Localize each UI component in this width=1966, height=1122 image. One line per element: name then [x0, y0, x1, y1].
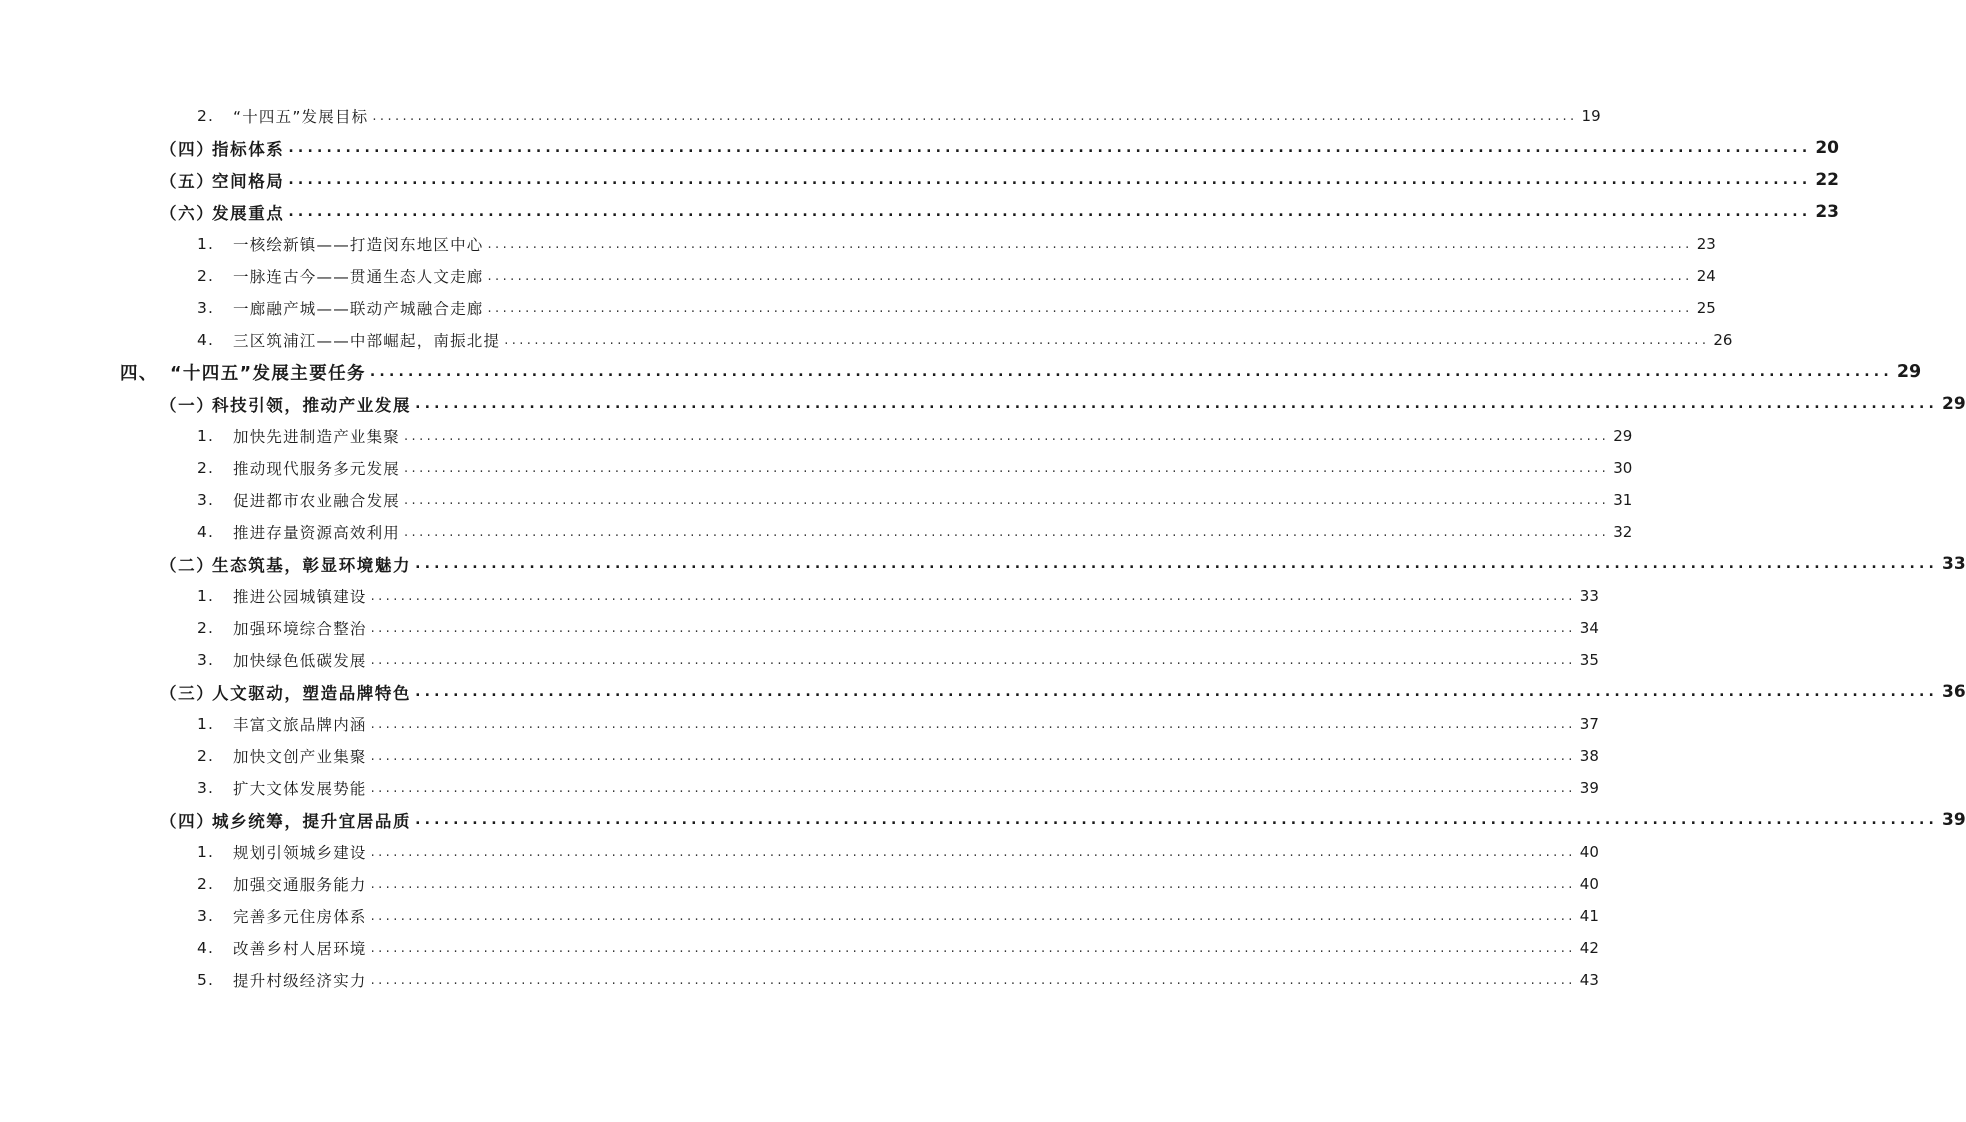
toc-entry-page-number: 40 [1579, 875, 1599, 893]
toc-entry-number: 3. [197, 779, 215, 797]
toc-entry-page-number: 26 [1713, 331, 1733, 349]
toc-entry-number: 2. [197, 107, 215, 125]
toc-entry-number: （二） [160, 556, 215, 575]
toc-dot-leader: ................................................................................................................................................................ [288, 172, 1812, 188]
toc-entry-page-number: 29 [1896, 362, 1922, 382]
toc-entry[interactable] [197, 420, 1633, 452]
toc-dot-leader: ................................................................................................................................................................ [370, 780, 1576, 796]
toc-dot-leader: ................................................................................................................................................................ [370, 620, 1576, 636]
toc-dot-leader: ................................................................................................................................................................ [370, 876, 1576, 892]
toc-entry-title: 一廊融产城——联动产城融合走廊 [233, 300, 484, 318]
toc-entry-page-number: 29 [1942, 394, 1966, 414]
toc-entry-page-number: 33 [1579, 587, 1599, 605]
toc-entry-page-number: 25 [1696, 299, 1716, 317]
toc-entry-title: 科技引领，推动产业发展 [212, 396, 412, 415]
toc-dot-leader: ................................................................................................................................................................ [370, 844, 1576, 860]
toc-entry-page-number: 36 [1942, 682, 1966, 702]
toc-dot-leader: ................................................................................................................................................................ [487, 268, 1693, 284]
toc-entry-page-number: 32 [1613, 523, 1633, 541]
toc-entry[interactable] [197, 708, 1599, 740]
toc-entry[interactable] [197, 964, 1599, 996]
toc-dot-leader: ................................................................................................................................................................ [504, 332, 1710, 348]
toc-entry-page-number: 42 [1579, 939, 1599, 957]
toc-dot-leader: ................................................................................................................................................................ [404, 428, 1610, 444]
toc-dot-leader: ................................................................................................................................................................ [415, 396, 1939, 412]
toc-dot-leader: ................................................................................................................................................................ [370, 908, 1576, 924]
toc-entry-page-number: 23 [1696, 235, 1716, 253]
toc-entry-number: 3. [197, 651, 215, 669]
toc-entry-number: 3. [197, 491, 215, 509]
toc-entry[interactable] [120, 356, 1922, 388]
toc-entry-title: 改善乡村人居环境 [233, 940, 367, 958]
toc-entry[interactable] [197, 516, 1633, 548]
toc-entry-page-number: 35 [1579, 651, 1599, 669]
toc-dot-leader: ................................................................................................................................................................ [288, 204, 1812, 220]
toc-entry-number: （六） [160, 204, 215, 223]
toc-entry-page-number: 24 [1696, 267, 1716, 285]
toc-entry-title: 加强环境综合整治 [233, 620, 367, 638]
toc-entry-title: 推动现代服务多元发展 [233, 460, 401, 478]
toc-entry[interactable] [160, 196, 1840, 228]
toc-dot-leader: ................................................................................................................................................................ [370, 652, 1576, 668]
toc-entry-number: 2. [197, 619, 215, 637]
toc-entry[interactable] [197, 484, 1633, 516]
toc-entry[interactable] [197, 836, 1599, 868]
toc-entry-page-number: 43 [1579, 971, 1599, 989]
toc-entry-number: 4. [197, 939, 215, 957]
toc-entry-title: 城乡统筹，提升宜居品质 [212, 812, 412, 831]
toc-entry-title: 规划引领城乡建设 [233, 844, 367, 862]
toc-entry-number: 5. [197, 971, 215, 989]
toc-entry-title: 指标体系 [212, 140, 285, 159]
toc-dot-leader: ................................................................................................................................................................ [370, 588, 1576, 604]
toc-entry-number: （五） [160, 172, 215, 191]
toc-entry-page-number: 39 [1579, 779, 1599, 797]
toc-dot-leader: ................................................................................................................................................................ [415, 812, 1939, 828]
toc-entry[interactable] [197, 772, 1599, 804]
toc-entry-page-number: 40 [1579, 843, 1599, 861]
toc-entry-page-number: 31 [1613, 491, 1633, 509]
toc-entry-page-number: 38 [1579, 747, 1599, 765]
toc-entry-number: 1. [197, 715, 215, 733]
toc-entry-page-number: 37 [1579, 715, 1599, 733]
toc-entry[interactable] [160, 388, 1966, 420]
toc-dot-leader: ................................................................................................................................................................ [487, 300, 1693, 316]
toc-entry[interactable] [160, 548, 1966, 580]
toc-dot-leader: ................................................................................................................................................................ [370, 748, 1576, 764]
toc-entry[interactable] [160, 676, 1966, 708]
toc-dot-leader: ................................................................................................................................................................ [369, 364, 1893, 380]
toc-entry[interactable] [160, 132, 1840, 164]
toc-entry-title: 提升村级经济实力 [233, 972, 367, 990]
toc-entry[interactable] [160, 164, 1840, 196]
toc-entry-page-number: 19 [1581, 107, 1601, 125]
toc-entry[interactable] [197, 612, 1599, 644]
toc-dot-leader: ................................................................................................................................................................ [415, 684, 1939, 700]
toc-entry-number: （四） [160, 812, 215, 831]
toc-entry-title: 一核绘新镇——打造闵东地区中心 [233, 236, 484, 254]
toc-entry-title: 加快先进制造产业集聚 [233, 428, 401, 446]
toc-entry[interactable] [197, 324, 1733, 356]
toc-entry-page-number: 30 [1613, 459, 1633, 477]
toc-entry-title: 生态筑基，彰显环境魅力 [212, 556, 412, 575]
toc-entry[interactable] [197, 260, 1716, 292]
toc-entry-number: 2. [197, 747, 215, 765]
toc-dot-leader: ................................................................................................................................................................ [404, 524, 1610, 540]
toc-entry-number: 3. [197, 907, 215, 925]
toc-entry-title: 发展重点 [212, 204, 285, 223]
toc-entry-number: 1. [197, 427, 215, 445]
toc-entry-page-number: 20 [1815, 138, 1840, 158]
toc-entry[interactable] [197, 868, 1599, 900]
toc-entry-title: 完善多元住房体系 [233, 908, 367, 926]
toc-entry-number: 1. [197, 235, 215, 253]
toc-entry-title: 促进都市农业融合发展 [233, 492, 401, 510]
toc-entry-title: 人文驱动，塑造品牌特色 [212, 684, 412, 703]
toc-entry-title: “十四五”发展目标 [233, 108, 369, 126]
toc-entry-number: 1. [197, 587, 215, 605]
toc-entry-number: （四） [160, 140, 215, 159]
toc-entry-number: （三） [160, 684, 215, 703]
toc-entry-title: “十四五”发展主要任务 [170, 363, 366, 384]
toc-dot-leader: ................................................................................................................................................................ [370, 972, 1576, 988]
toc-entry-title: 丰富文旅品牌内涵 [233, 716, 367, 734]
toc-entry[interactable] [197, 228, 1716, 260]
toc-dot-leader: ................................................................................................................................................................ [404, 460, 1610, 476]
toc-dot-leader: ................................................................................................................................................................ [370, 940, 1576, 956]
toc-entry-number: 3. [197, 299, 215, 317]
toc-entry-page-number: 41 [1579, 907, 1599, 925]
toc-entry-number: 4. [197, 523, 215, 541]
toc-entry-title: 三区筑浦江——中部崛起，南振北提 [233, 332, 501, 350]
toc-entry-title: 扩大文体发展势能 [233, 780, 367, 798]
toc-entry-title: 一脉连古今——贯通生态人文走廊 [233, 268, 484, 286]
toc-entry-number: 四、 [120, 363, 158, 384]
toc-entry[interactable] [197, 900, 1599, 932]
toc-dot-leader: ................................................................................................................................................................ [372, 108, 1578, 124]
toc-entry[interactable] [197, 932, 1599, 964]
toc-entry-page-number: 34 [1579, 619, 1599, 637]
toc-dot-leader: ................................................................................................................................................................ [487, 236, 1693, 252]
toc-entry-number: 4. [197, 331, 215, 349]
toc-entry[interactable] [160, 804, 1966, 836]
toc-entry-number: 2. [197, 875, 215, 893]
toc-entry-number: 2. [197, 267, 215, 285]
toc-entry[interactable] [197, 292, 1716, 324]
toc-entry[interactable] [197, 644, 1599, 676]
toc-entry-title: 空间格局 [212, 172, 285, 191]
toc-dot-leader: ................................................................................................................................................................ [404, 492, 1610, 508]
toc-dot-leader: ................................................................................................................................................................ [415, 556, 1939, 572]
toc-entry-page-number: 39 [1942, 810, 1966, 830]
toc-entry-page-number: 22 [1815, 170, 1840, 190]
toc-entry-title: 加快绿色低碳发展 [233, 652, 367, 670]
toc-entry[interactable] [197, 580, 1599, 612]
toc-entry-title: 推进公园城镇建设 [233, 588, 367, 606]
toc-entry[interactable] [197, 452, 1633, 484]
toc-entry-number: 2. [197, 459, 215, 477]
toc-dot-leader: ................................................................................................................................................................ [370, 716, 1576, 732]
toc-entry-title: 加快文创产业集聚 [233, 748, 367, 766]
toc-entry-number: 1. [197, 843, 215, 861]
toc-entry-number: （一） [160, 396, 215, 415]
toc-entry-title: 推进存量资源高效利用 [233, 524, 401, 542]
toc-dot-leader: ................................................................................................................................................................ [288, 140, 1812, 156]
toc-entry-page-number: 23 [1815, 202, 1840, 222]
toc-entry[interactable] [197, 100, 1601, 132]
toc-entry-page-number: 33 [1942, 554, 1966, 574]
toc-entry-page-number: 29 [1613, 427, 1633, 445]
toc-entry[interactable] [197, 740, 1599, 772]
toc-entry-title: 加强交通服务能力 [233, 876, 367, 894]
